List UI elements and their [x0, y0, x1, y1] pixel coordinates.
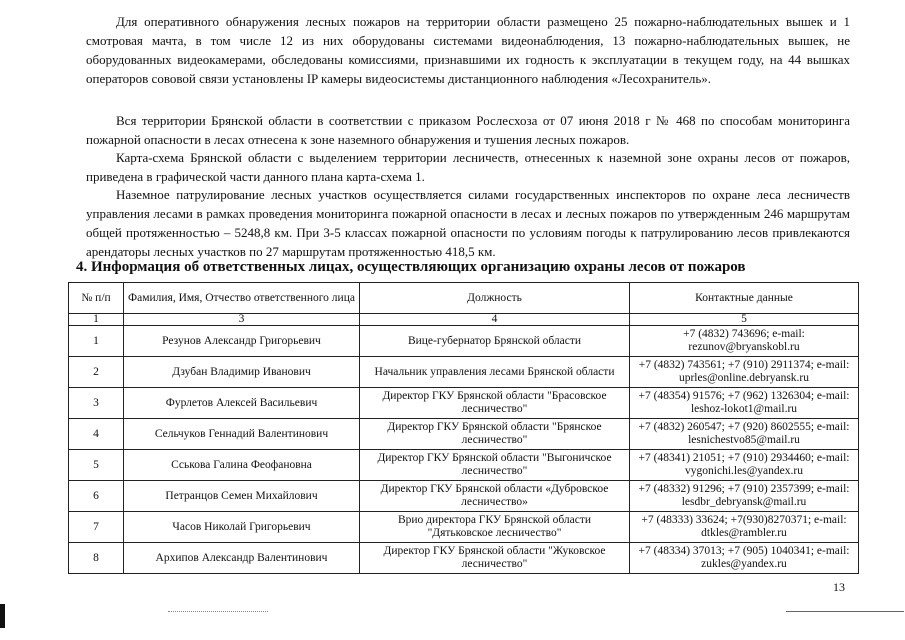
person-position: Директор ГКУ Брянской области "Брасовское лесничество"	[360, 388, 630, 419]
person-contacts: +7 (48354) 91576; +7 (962) 1326304; e-mail: leshoz-lokot1@mail.ru	[630, 388, 859, 419]
person-position: Директор ГКУ Брянской области «Дубровское лесничество»	[360, 481, 630, 512]
person-position: Вице-губернатор Брянской области	[360, 326, 630, 357]
section-heading: 4. Информация об ответственных лицах, осуществляющих организацию охраны лесов от пожаров	[76, 259, 746, 275]
table-row	[69, 481, 859, 512]
person-contacts: +7 (4832) 743696; e-mail: rezunov@bryanskobl.ru	[630, 326, 859, 357]
header-number: № п/п	[69, 283, 124, 314]
person-name: Сельчуков Геннадий Валентинович	[124, 419, 360, 450]
faint-dotted-mark	[168, 611, 268, 612]
table-row	[69, 357, 859, 388]
row-number: 5	[69, 450, 124, 481]
responsible-persons-table	[68, 282, 859, 574]
person-position: Врио директора ГКУ Брянской области "Дятьковское лесничество"	[360, 512, 630, 543]
table-row	[69, 419, 859, 450]
row-number: 2	[69, 357, 124, 388]
table-row	[69, 326, 859, 357]
paragraph-territory-zone: Вся территории Брянской области в соответствии с приказом Рослесхоза от 07 июня 2018 г № 468 по способам мониторинга пожарной опасности в лесах отнесена к зоне наземного обнаружения и тушения лесных пожаров.	[86, 113, 850, 147]
column-number: 5	[630, 314, 859, 326]
person-name: Фурлетов Алексей Васильевич	[124, 388, 360, 419]
row-number: 1	[69, 326, 124, 357]
person-contacts: +7 (48341) 21051; +7 (910) 2934460; e-mail: vygonichi.les@yandex.ru	[630, 450, 859, 481]
person-name: Архипов Александр Валентинович	[124, 543, 360, 574]
person-contacts: +7 (48332) 91296; +7 (910) 2357399; e-mail: lesdbr_debryansk@mail.ru	[630, 481, 859, 512]
table-row	[69, 512, 859, 543]
person-name: Часов Николай Григорьевич	[124, 512, 360, 543]
header-position: Должность	[360, 283, 630, 314]
person-contacts: +7 (4832) 743561; +7 (910) 2911374; e-mail: uprles@online.debryansk.ru	[630, 357, 859, 388]
person-position: Начальник управления лесами Брянской области	[360, 357, 630, 388]
column-number: 1	[69, 314, 124, 326]
table-row	[69, 543, 859, 574]
person-name: Резунов Александр Григорьевич	[124, 326, 360, 357]
person-position: Директор ГКУ Брянской области "Жуковское лесничество"	[360, 543, 630, 574]
row-number: 7	[69, 512, 124, 543]
column-number: 4	[360, 314, 630, 326]
person-contacts: +7 (48333) 33624; +7(930)8270371; e-mail: dtkles@rambler.ru	[630, 512, 859, 543]
page-number: 13	[833, 580, 845, 594]
header-contacts: Контактные данные	[630, 283, 859, 314]
row-number: 6	[69, 481, 124, 512]
row-number: 4	[69, 419, 124, 450]
paragraph-ground-patrol: Наземное патрулирование лесных участков осуществляется силами государственных инспекторов по охране леса лесничеств управления лесами в рамках проведения мониторинга пожарной опасности в лесах и лесных пожаров по утвержденным 246 маршрутам общей протяженностью – 5248,8 км. При 3-5 классах пожарной опасности по условиям погоды к патрулированию лесов привлекаются арендаторы лесных участков по 27 маршрутам протяженностью 418,5 км.	[86, 187, 850, 259]
row-number: 3	[69, 388, 124, 419]
header-full-name: Фамилия, Имя, Отчество ответственного лица	[124, 283, 360, 314]
paragraph-map-scheme: Карта-схема Брянской области с выделением территории лесничеств, отнесенных к наземной зоне охраны лесов от пожаров, приведена в графической части данного плана карта-схема 1.	[86, 150, 850, 184]
table-header-row	[69, 283, 859, 314]
table-row	[69, 388, 859, 419]
person-position: Директор ГКУ Брянской области "Выгоничское лесничество"	[360, 450, 630, 481]
paragraph-fire-towers: Для оперативного обнаружения лесных пожаров на территории области размещено 25 пожарно-наблюдательных вышек и 1 смотровая мачта, в том числе 12 из них оборудованы системами видеонаблюдения, 13 пожарно-наблюдательных вышек, не оборудованных видеокамерами, обследованы комиссиями, признавшими их годность к эксплуатации в текущем году, на 44 вышках операторов сововой связи установлены IP камеры видеосистемы дистанционного наблюдения «Лесохранитель».	[86, 14, 850, 86]
person-name: Дзубан Владимир Иванович	[124, 357, 360, 388]
person-contacts: +7 (48334) 37013; +7 (905) 1040341; e-mail: zukles@yandex.ru	[630, 543, 859, 574]
person-position: Директор ГКУ Брянской области "Брянское лесничество"	[360, 419, 630, 450]
column-number: 3	[124, 314, 360, 326]
person-name: Петранцов Семен Михайлович	[124, 481, 360, 512]
person-contacts: +7 (4832) 260547; +7 (920) 8602555; e-mail: lesnichestvo85@mail.ru	[630, 419, 859, 450]
footer-rule	[786, 611, 904, 612]
column-numbers-row	[69, 314, 859, 326]
margin-mark	[0, 604, 5, 628]
person-name: Сськова Галина Феофановна	[124, 450, 360, 481]
row-number: 8	[69, 543, 124, 574]
table-row	[69, 450, 859, 481]
